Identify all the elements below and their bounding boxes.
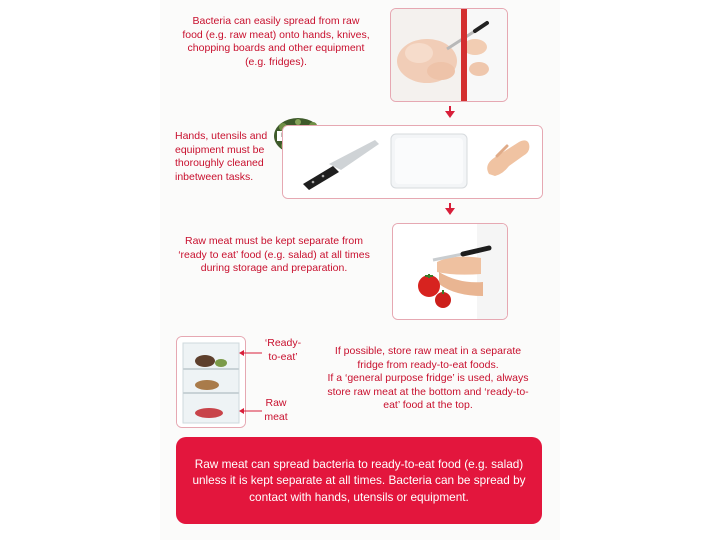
chicken-cutting-photo bbox=[390, 8, 508, 102]
label-raw-meat: Raw meat bbox=[264, 397, 288, 423]
fridge-photo bbox=[176, 336, 246, 428]
label-ready-to-eat: ‘Ready- to-eat’ bbox=[264, 337, 302, 363]
chopping-board-icon bbox=[391, 134, 467, 188]
section1-text: Bacteria can easily spread from raw food (e.g. raw meat) onto hands, knives, chopping boards and other equipment (e.g. fridges). bbox=[182, 15, 370, 68]
utensils-photo bbox=[282, 125, 543, 199]
summary-banner bbox=[176, 437, 542, 524]
tomato-cutting-photo bbox=[392, 223, 508, 320]
section3-text: Raw meat must be kept separate from ‘ready to eat’ food (e.g. salad) at all times during storage and preparation. bbox=[178, 235, 370, 274]
arrow-down-icon bbox=[445, 208, 455, 215]
arrow-down-icon bbox=[445, 111, 455, 118]
summary-banner-text: Raw meat can spread bacteria to ready-to-eat food (e.g. salad) unless it is kept separate at all times. Bacteria can be spread by contact with hands, utensils or equipment. bbox=[192, 456, 526, 504]
section2-text: Hands, utensils and equipment must be thoroughly cleaned inbetween tasks. bbox=[175, 130, 268, 183]
section4-text: If possible, store raw meat in a separate fridge from ready-to-eat foods. If a ‘general purpose fridge’ is used, always store raw meat at the bottom and ‘ready-to- eat’ food at the top. bbox=[327, 345, 529, 411]
